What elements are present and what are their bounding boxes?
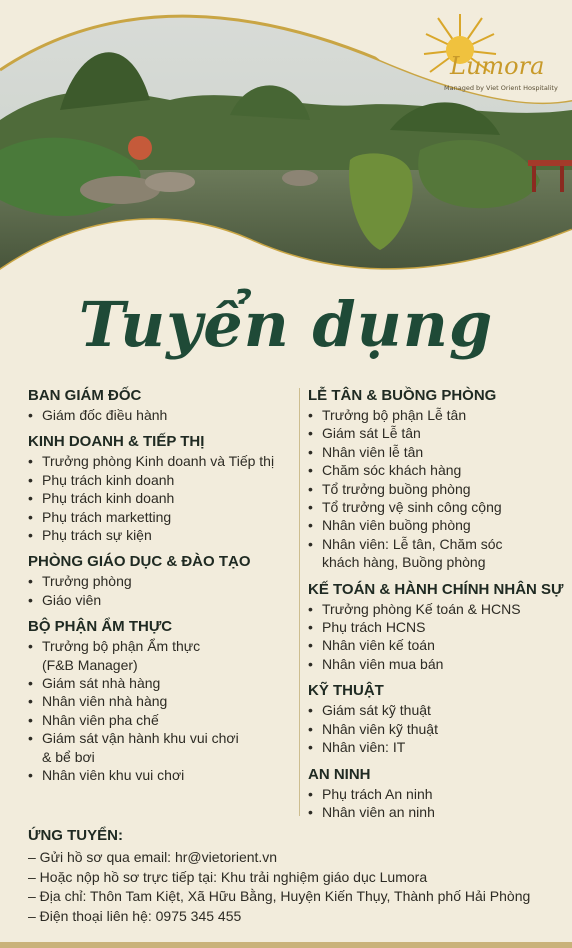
apply-title: ỨNG TUYỂN: (28, 827, 123, 844)
section-title: KẾ TOÁN & HÀNH CHÍNH NHÂN SỰ (308, 580, 564, 598)
apply-email: – Gửi hồ sơ qua email: hr@vietorient.vn (28, 849, 278, 865)
job-item: • Nhân viên lễ tân (308, 443, 568, 461)
job-item: • Phụ trách sự kiện (28, 526, 296, 544)
job-item: • Nhân viên khu vui chơi (28, 766, 296, 784)
job-item: • Nhân viên: IT (308, 738, 568, 756)
job-item: • Trưởng phòng Kinh doanh và Tiếp thị (28, 452, 296, 470)
section-title: AN NINH (308, 765, 371, 783)
job-item: • Phụ trách kinh doanh (28, 489, 296, 507)
apply-address: – Địa chỉ: Thôn Tam Kiệt, Xã Hữu Bằng, Huyện Kiến Thụy, Thành phố Hải Phòng (28, 888, 531, 904)
job-item: • Trưởng bộ phận Lễ tân (308, 406, 568, 424)
job-item: khách hàng, Buồng phòng (322, 554, 486, 571)
job-item: • Nhân viên mua bán (308, 655, 568, 673)
job-item: • Giám sát Lễ tân (308, 424, 568, 442)
job-item: • Giáo viên (28, 591, 296, 609)
section-title: BAN GIÁM ĐỐC (28, 387, 142, 404)
section-title: KINH DOANH & TIẾP THỊ (28, 433, 205, 451)
column-divider (299, 388, 300, 816)
header-photo (0, 0, 572, 300)
section-title: LỄ TÂN & BUỒNG PHÒNG (308, 387, 497, 404)
job-item: • Nhân viên: Lễ tân, Chăm sóc (308, 535, 568, 553)
job-section (28, 432, 296, 544)
job-section (308, 386, 568, 572)
section-title: PHÒNG GIÁO DỤC & ĐÀO TẠO (28, 553, 251, 571)
job-item: • Trưởng phòng Kế toán & HCNS (308, 600, 568, 618)
job-item: • Trưởng phòng (28, 572, 296, 590)
job-item: • Nhân viên an ninh (308, 803, 568, 821)
job-section (308, 681, 568, 756)
apply-in-person: – Hoặc nộp hồ sơ trực tiếp tại: Khu trải nghiệm giáo dục Lumora (28, 868, 428, 885)
section-title: KỸ THUẬT (308, 682, 384, 700)
job-section (28, 386, 296, 424)
job-item: • Giám sát vận hành khu vui chơi (28, 729, 296, 747)
job-item: • Phụ trách HCNS (308, 618, 568, 636)
job-item: (F&B Manager) (42, 656, 138, 673)
job-item: • Giám sát kỹ thuật (308, 701, 568, 719)
job-section (308, 580, 568, 674)
job-section (308, 765, 568, 822)
job-item: • Nhân viên kế toán (308, 636, 568, 654)
job-item: • Giám đốc điều hành (28, 406, 296, 424)
job-section (28, 617, 296, 784)
brand-tagline: Managed by Viet Orient Hospitality (444, 84, 558, 92)
job-item: • Trưởng bộ phận Ẩm thực (28, 637, 296, 655)
section-title: BỘ PHẬN ẨM THỰC (28, 618, 173, 636)
brand-name: Lumora (450, 52, 545, 80)
job-item: • Tổ trưởng vệ sinh công cộng (308, 498, 568, 516)
job-item: • Tổ trưởng buồng phòng (308, 480, 568, 498)
job-item: & bể bơi (42, 748, 95, 765)
job-item: • Nhân viên pha chế (28, 711, 296, 729)
apply-section (28, 826, 558, 926)
job-item: • Giám sát nhà hàng (28, 674, 296, 692)
job-item: • Nhân viên nhà hàng (28, 692, 296, 710)
right-column (308, 386, 568, 829)
job-item: • Phụ trách kinh doanh (28, 471, 296, 489)
job-item: • Nhân viên buồng phòng (308, 516, 568, 534)
page-title: Tuyển dụng (78, 288, 494, 361)
bottom-bar (0, 942, 572, 948)
job-item: • Phụ trách An ninh (308, 785, 568, 803)
job-item: • Chăm sóc khách hàng (308, 461, 568, 479)
apply-phone: – Điện thoại liên hệ: 0975 345 455 (28, 907, 242, 924)
job-item: • Phụ trách marketting (28, 508, 296, 526)
left-column (28, 386, 296, 793)
lumora-logo (410, 10, 560, 105)
job-item: • Nhân viên kỹ thuật (308, 720, 568, 738)
job-section (28, 552, 296, 609)
